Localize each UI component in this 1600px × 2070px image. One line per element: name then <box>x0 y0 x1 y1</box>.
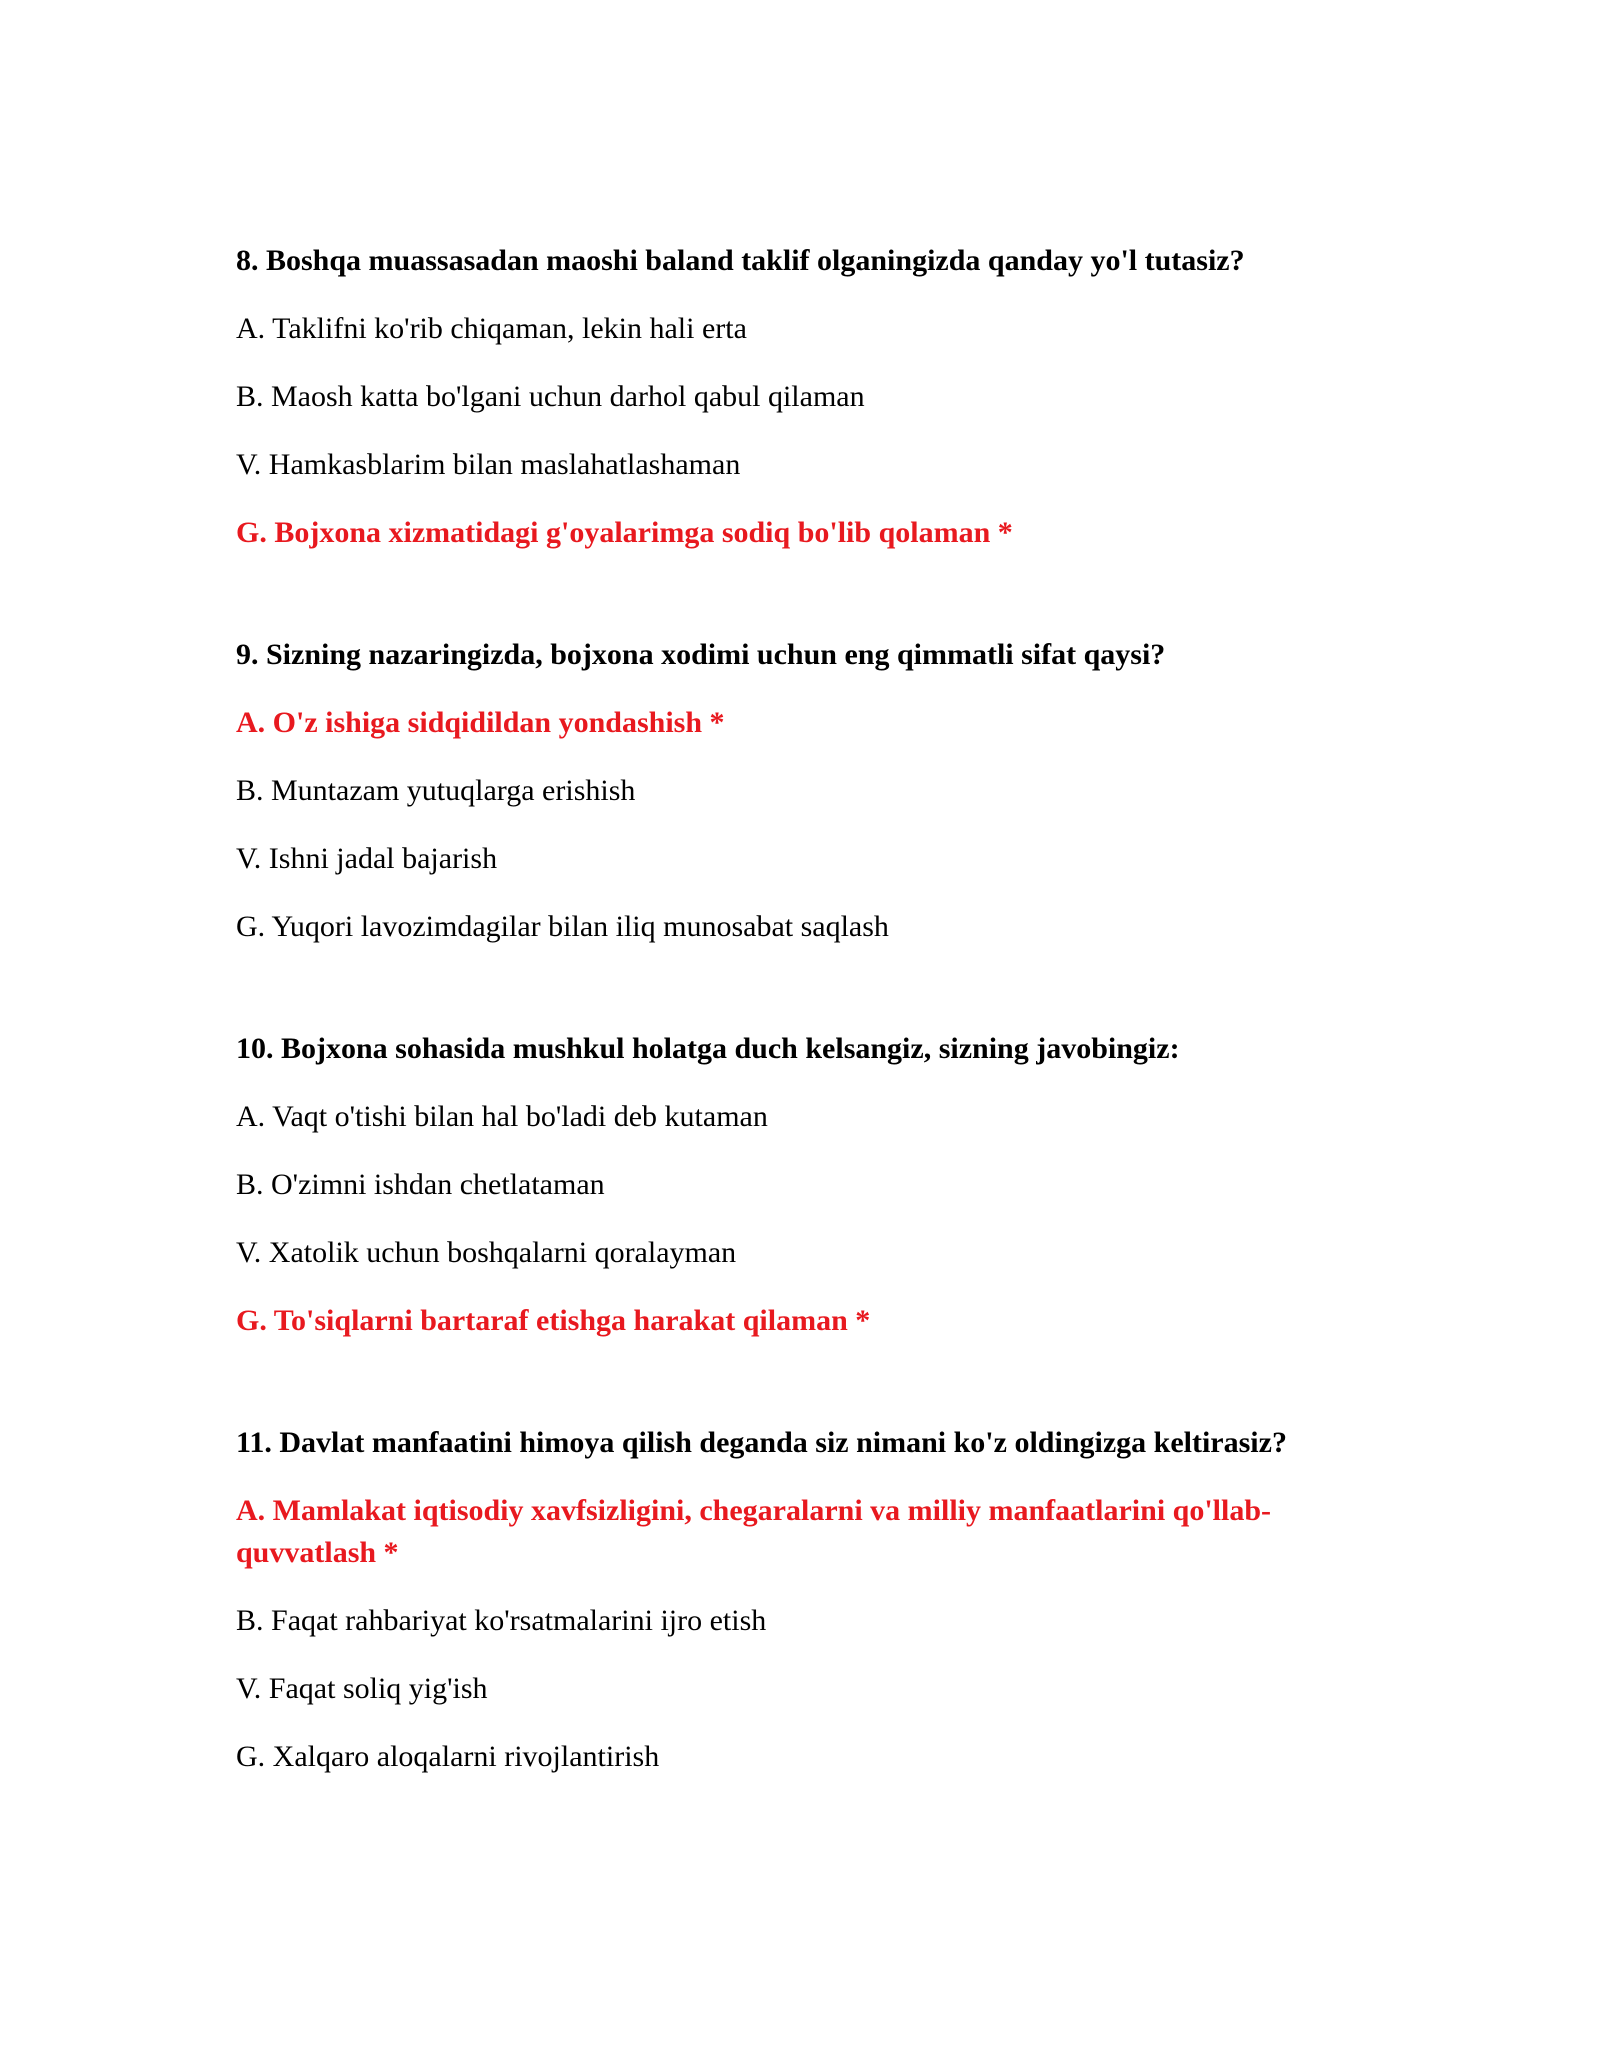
option-g-correct: G. Bojxona xizmatidagi g'oyalarimga sodiq bo'lib qolaman * <box>236 516 1013 549</box>
option-v: V. Faqat soliq yig'ish <box>236 1672 488 1705</box>
option-b: B. Muntazam yutuqlarga erishish <box>236 774 636 807</box>
option-v: V. Hamkasblarim bilan maslahatlashaman <box>236 448 741 481</box>
question-title: 8. Boshqa muassasadan maoshi baland taklif olganingizda qanday yo'l tutasiz? <box>236 244 1245 277</box>
option-g-correct: G. To'siqlarni bartaraf etishga harakat qilaman * <box>236 1304 871 1337</box>
document-page <box>236 240 1376 1858</box>
option-v: V. Xatolik uchun boshqalarni qoralayman <box>236 1236 737 1269</box>
question-title: 9. Sizning nazaringizda, bojxona xodimi uchun eng qimmatli sifat qaysi? <box>236 638 1166 671</box>
question-title: 10. Bojxona sohasida mushkul holatga duch kelsangiz, sizning javobingiz: <box>236 1032 1180 1065</box>
option-b: B. Faqat rahbariyat ko'rsatmalarini ijro etish <box>236 1604 767 1637</box>
question-8 <box>236 240 1376 554</box>
option-a: A. Vaqt o'tishi bilan hal bo'ladi deb kutaman <box>236 1100 768 1133</box>
option-a-correct: A. O'z ishiga sidqidildan yondashish * <box>236 706 725 739</box>
question-10 <box>236 1028 1376 1342</box>
option-g: G. Yuqori lavozimdagilar bilan iliq munosabat saqlash <box>236 910 889 943</box>
option-v: V. Ishni jadal bajarish <box>236 842 498 875</box>
question-11 <box>236 1422 1376 1778</box>
question-title: 11. Davlat manfaatini himoya qilish deganda siz nimani ko'z oldingizga keltirasiz? <box>236 1426 1287 1459</box>
option-g: G. Xalqaro aloqalarni rivojlantirish <box>236 1740 660 1773</box>
option-a-correct: A. Mamlakat iqtisodiy xavfsizligini, chegaralarni va milliy manfaatlarini qo'llab-quvvatlash * <box>236 1494 1272 1569</box>
question-9 <box>236 634 1376 948</box>
option-a: A. Taklifni ko'rib chiqaman, lekin hali erta <box>236 312 747 345</box>
option-b: B. Maosh katta bo'lgani uchun darhol qabul qilaman <box>236 380 865 413</box>
option-b: B. O'zimni ishdan chetlataman <box>236 1168 605 1201</box>
